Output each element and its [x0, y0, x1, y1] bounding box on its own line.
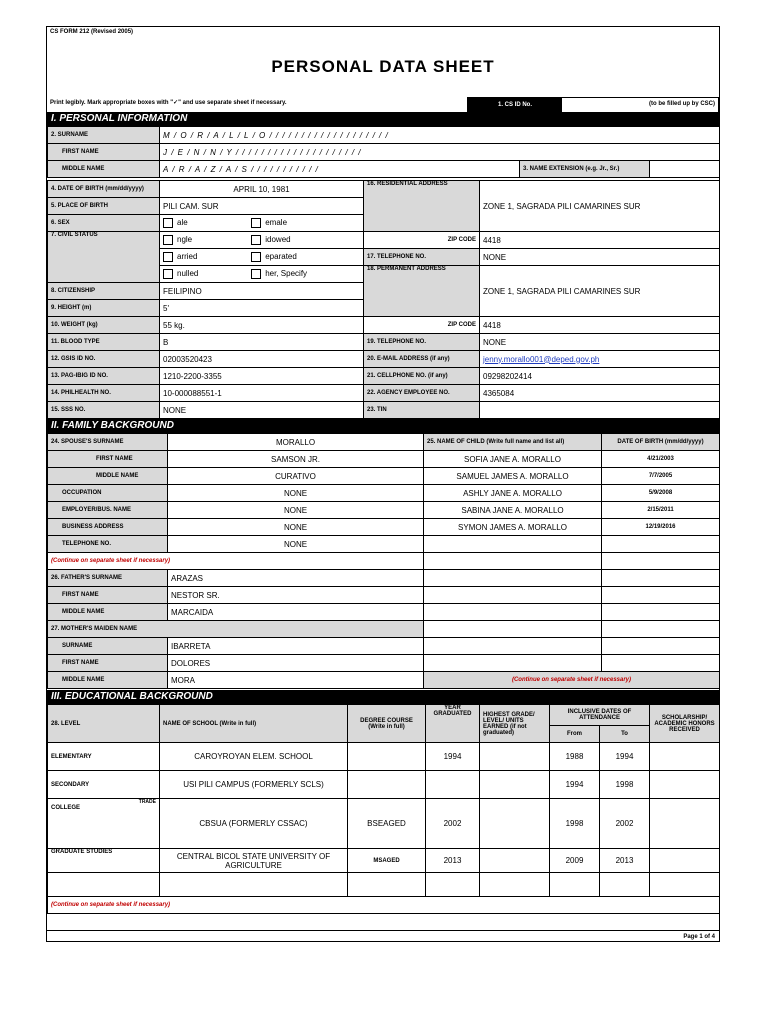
citizenship-label: 8. CITIZENSHIP [48, 283, 160, 300]
firstname-label: FIRST NAME [48, 144, 160, 161]
child-4-dob[interactable]: 2/15/2011 [602, 502, 720, 519]
edu-graduate-honors[interactable] [650, 849, 720, 873]
civil-separated-text: eparated [265, 252, 297, 262]
cs-id-note: (to be filled up by CSC) [649, 101, 715, 107]
father-middle-field[interactable]: MARCAIDA [168, 604, 424, 621]
pds-form [46, 26, 720, 942]
edu-elementary-to[interactable]: 1994 [600, 743, 650, 771]
pagibig-field[interactable]: 1210-2200-3355 [160, 368, 364, 385]
spouse-surname-label: 24. SPOUSE'S SURNAME [48, 434, 168, 451]
cs-id-label: 1. CS ID No. [468, 98, 562, 112]
pagibig-label: 13. PAG-IBIG ID NO. [48, 368, 160, 385]
edu-college-level-cell [48, 799, 160, 849]
edu-secondary-level: SECONDARY [48, 771, 160, 799]
agency-field[interactable]: 4365084 [480, 385, 720, 402]
civil-other-text: her, Specify [265, 269, 308, 279]
civil-single-text: ngle [177, 235, 193, 245]
edu-continue-note: (Continue on separate sheet if necessary) [48, 897, 720, 914]
child-12-dob[interactable] [602, 638, 720, 655]
occupation-field[interactable]: NONE [168, 485, 424, 502]
weight-label: 10. WEIGHT (kg) [48, 317, 160, 334]
civil-annulled-checkbox[interactable] [163, 269, 173, 279]
business-label: BUSINESS ADDRESS [48, 519, 168, 536]
child-9-name[interactable] [424, 587, 602, 604]
civil-row-3 [160, 266, 364, 283]
personal-name-table [47, 126, 720, 178]
civil-widowed-checkbox[interactable] [251, 235, 261, 245]
child-3-dob[interactable]: 5/9/2008 [602, 485, 720, 502]
mother-first-label: FIRST NAME [48, 655, 168, 672]
father-first-field[interactable]: NESTOR SR. [168, 587, 424, 604]
edu-college-honors[interactable] [650, 799, 720, 849]
sss-field[interactable]: NONE [160, 402, 364, 419]
height-label: 9. HEIGHT (m) [48, 300, 160, 317]
child-header: 25. NAME OF CHILD (Write full name and list all) [424, 434, 602, 451]
residential-label: 16. RESIDENTIAL ADDRESS [364, 181, 480, 232]
blood-label: 11. BLOOD TYPE [48, 334, 160, 351]
edu-college-year[interactable]: 2002 [426, 799, 480, 849]
edu-graduate-school[interactable]: CENTRAL BICOL STATE UNIVERSITY OF AGRICULTURE [160, 849, 348, 873]
edu-extra-degree[interactable] [348, 873, 426, 897]
sex-male-text: ale [177, 218, 188, 228]
edu-graduate-degree[interactable]: MSAGED [348, 849, 426, 873]
middlename-label: MIDDLE NAME [48, 161, 160, 178]
edu-secondary-from[interactable]: 1994 [550, 771, 600, 799]
edu-college-from[interactable]: 1998 [550, 799, 600, 849]
height-field[interactable]: 5' [160, 300, 364, 317]
civil-label: 7. CIVIL STATUS [48, 232, 160, 283]
tel2-label: 19. TELEPHONE NO. [364, 334, 480, 351]
employer-label: EMPLOYER/BUS. NAME [48, 502, 168, 519]
family-table [47, 433, 720, 689]
spouse-middle-field[interactable]: CURATIVO [168, 468, 424, 485]
email-field[interactable] [480, 351, 720, 368]
child-6-name[interactable] [424, 536, 602, 553]
cell-label: 21. CELLPHONE NO. (if any) [364, 368, 480, 385]
child-8-dob[interactable] [602, 570, 720, 587]
section-family: II. FAMILY BACKGROUND [47, 419, 719, 433]
edu-from-header: From [550, 726, 600, 743]
child-7-dob[interactable] [602, 553, 720, 570]
edu-secondary-school[interactable]: USI PILI CAMPUS (FORMERLY SCLS) [160, 771, 348, 799]
form-number: CS FORM 212 (Revised 2005) [50, 29, 134, 35]
cs-id-box [467, 97, 719, 113]
edu-extra-from[interactable] [550, 873, 600, 897]
civil-single-checkbox[interactable] [163, 235, 173, 245]
mother-surname-field[interactable]: IBARRETA [168, 638, 424, 655]
firstname-field[interactable]: J / E / N / N / Y / / / / / / / / / / / / / / / / / / / / [160, 144, 720, 161]
page-number: Page 1 of 4 [47, 930, 719, 942]
business-field[interactable]: NONE [168, 519, 424, 536]
child-11-name[interactable] [424, 621, 602, 638]
edu-trade-label: TRADE [138, 799, 156, 805]
edu-graduate-highest[interactable] [480, 849, 550, 873]
surname-label: 2. SURNAME [48, 127, 160, 144]
edu-degree-header: DEGREE COURSE (Write in full) [348, 705, 426, 743]
edu-year-header: YEAR GRADUATED [426, 705, 480, 743]
permanent-label: 18. PERMANENT ADDRESS [364, 266, 480, 317]
spouse-first-label: FIRST NAME [48, 451, 168, 468]
father-first-label: FIRST NAME [48, 587, 168, 604]
child-2-name[interactable]: SAMUEL JAMES A. MORALLO [424, 468, 602, 485]
edu-elementary-school[interactable]: CAROYROYAN ELEM. SCHOOL [160, 743, 348, 771]
child-9-dob[interactable] [602, 587, 720, 604]
personal-details-table [47, 180, 720, 419]
child-7-name[interactable] [424, 553, 602, 570]
page-title: PERSONAL DATA SHEET [271, 57, 495, 76]
edu-extra-honors[interactable] [650, 873, 720, 897]
civil-annulled-text: nulled [177, 269, 199, 279]
res-zip-field[interactable]: 4418 [480, 232, 720, 249]
section-education: III. EDUCATIONAL BACKGROUND [47, 690, 719, 704]
gsis-field[interactable]: 02003520423 [160, 351, 364, 368]
pob-label: 5. PLACE OF BIRTH [48, 198, 160, 215]
edu-elementary-highest[interactable] [480, 743, 550, 771]
child-5-dob[interactable]: 12/19/2016 [602, 519, 720, 536]
middlename-field[interactable]: A / R / A / Z / A / S / / / / / / / / / / / [160, 161, 520, 178]
child-10-dob[interactable] [602, 604, 720, 621]
perm-zip-label: ZIP CODE [364, 317, 480, 334]
education-table [47, 704, 720, 914]
child-dob-header: DATE OF BIRTH (mm/dd/yyyy) [602, 434, 720, 451]
name-ext-field[interactable] [650, 161, 720, 178]
child-4-name[interactable]: SABINA JANE A. MORALLO [424, 502, 602, 519]
residential-field[interactable]: ZONE 1, SAGRADA PILI CAMARINES SUR [480, 181, 720, 232]
edu-elementary-from[interactable]: 1988 [550, 743, 600, 771]
edu-extra-school[interactable] [160, 873, 348, 897]
sex-female-checkbox[interactable] [251, 218, 261, 228]
civil-other-checkbox[interactable] [251, 269, 261, 279]
instruction-text: Print legibly. Mark appropriate boxes with "✓" and use separate sheet if necessary. [50, 100, 287, 106]
name-ext-label: 3. NAME EXTENSION (e.g. Jr., Sr.) [520, 161, 650, 178]
edu-graduate-level: GRADUATE STUDIES [48, 849, 160, 873]
edu-extra-highest[interactable] [480, 873, 550, 897]
child-10-name[interactable] [424, 604, 602, 621]
weight-field[interactable]: 55 kg. [160, 317, 364, 334]
civil-row-1 [160, 232, 364, 249]
tin-field[interactable] [480, 402, 720, 419]
sex-male-checkbox[interactable] [163, 218, 173, 228]
dob-label: 4. DATE OF BIRTH (mm/dd/yyyy) [48, 181, 160, 198]
sex-label: 6. SEX [48, 215, 160, 232]
edu-elementary-level: ELEMENTARY [48, 743, 160, 771]
edu-graduate-from[interactable]: 2009 [550, 849, 600, 873]
child-8-name[interactable] [424, 570, 602, 587]
edu-graduate-year[interactable]: 2013 [426, 849, 480, 873]
child-2-dob[interactable]: 7/7/2005 [602, 468, 720, 485]
edu-college-school[interactable]: CBSUA (FORMERLY CSSAC) [160, 799, 348, 849]
civil-widowed-text: idowed [265, 235, 291, 245]
edu-extra-level[interactable] [48, 873, 160, 897]
child-5-name[interactable]: SYMON JAMES A. MORALLO [424, 519, 602, 536]
tel-field[interactable]: NONE [168, 536, 424, 553]
email-label: 20. E-MAIL ADDRESS (if any) [364, 351, 480, 368]
edu-elementary-year[interactable]: 1994 [426, 743, 480, 771]
edu-secondary-honors[interactable] [650, 771, 720, 799]
civil-separated-checkbox[interactable] [251, 252, 261, 262]
occupation-label: OCCUPATION [48, 485, 168, 502]
surname-field[interactable]: M / O / R / A / L / L / O / / / / / / / / / / / / / / / / / / / [160, 127, 720, 144]
family-continue-note: (Continue on separate sheet if necessary) [48, 553, 424, 570]
email-link[interactable]: jenny.morallo001@deped.gov.ph [483, 354, 600, 364]
edu-college-to[interactable]: 2002 [600, 799, 650, 849]
father-surname-label: 26. FATHER'S SURNAME [48, 570, 168, 587]
edu-college-degree[interactable]: BSEAGED [348, 799, 426, 849]
edu-school-header: NAME OF SCHOOL (Write in full) [160, 705, 348, 743]
sex-female-text: emale [265, 218, 288, 228]
edu-elementary-degree[interactable] [348, 743, 426, 771]
father-middle-label: MIDDLE NAME [48, 604, 168, 621]
citizenship-field[interactable]: FEILIPINO [160, 283, 364, 300]
edu-extra-to[interactable] [600, 873, 650, 897]
employer-field[interactable]: NONE [168, 502, 424, 519]
edu-to-header: To [600, 726, 650, 743]
mother-label: 27. MOTHER'S MAIDEN NAME [48, 621, 424, 638]
civil-married-checkbox[interactable] [163, 252, 173, 262]
father-surname-field[interactable]: ARAZAS [168, 570, 424, 587]
civil-married-text: arried [177, 252, 198, 262]
tel1-label: 17. TELEPHONE NO. [364, 249, 480, 266]
mother-surname-label: SURNAME [48, 638, 168, 655]
edu-dates-header: INCLUSIVE DATES OF ATTENDANCE [550, 705, 650, 726]
edu-secondary-highest[interactable] [480, 771, 550, 799]
edu-level-header: 28. LEVEL [48, 705, 160, 743]
dob-field[interactable]: APRIL 10, 1981 [160, 181, 364, 198]
child-3-name[interactable]: ASHLY JANE A. MORALLO [424, 485, 602, 502]
child-11-dob[interactable] [602, 621, 720, 638]
spouse-first-field[interactable]: SAMSON JR. [168, 451, 424, 468]
mother-middle-label: MIDDLE NAME [48, 672, 168, 689]
edu-highest-header: HIGHEST GRADE/ LEVEL/ UNITS EARNED (if not graduated) [480, 705, 550, 743]
mother-first-field[interactable]: DOLORES [168, 655, 424, 672]
civil-row-2 [160, 249, 364, 266]
tel1-field[interactable]: NONE [480, 249, 720, 266]
edu-elementary-honors[interactable] [650, 743, 720, 771]
mother-middle-field[interactable]: MORA [168, 672, 424, 689]
philhealth-field[interactable]: 10-000088551-1 [160, 385, 364, 402]
edu-honors-header: SCHOLARSHIP/ ACADEMIC HONORS RECEIVED [650, 705, 720, 743]
spouse-middle-label: MIDDLE NAME [48, 468, 168, 485]
perm-zip-field[interactable]: 4418 [480, 317, 720, 334]
tel-label: TELEPHONE NO. [48, 536, 168, 553]
child-13-name[interactable] [424, 655, 602, 672]
child-6-dob[interactable] [602, 536, 720, 553]
cell-field[interactable]: 09298202414 [480, 368, 720, 385]
child-12-name[interactable] [424, 638, 602, 655]
section-personal: I. PERSONAL INFORMATION [47, 112, 719, 126]
philhealth-label: 14. PHILHEALTH NO. [48, 385, 160, 402]
edu-graduate-to[interactable]: 2013 [600, 849, 650, 873]
blood-field[interactable]: B [160, 334, 364, 351]
edu-college-highest[interactable] [480, 799, 550, 849]
tin-label: 23. TIN [364, 402, 480, 419]
agency-label: 22. AGENCY EMPLOYEE NO. [364, 385, 480, 402]
edu-extra-year[interactable] [426, 873, 480, 897]
sss-label: 15. SSS NO. [48, 402, 160, 419]
child-13-dob[interactable] [602, 655, 720, 672]
gsis-label: 12. GSIS ID NO. [48, 351, 160, 368]
tel2-field[interactable]: NONE [480, 334, 720, 351]
edu-secondary-year[interactable] [426, 771, 480, 799]
sex-options [160, 215, 364, 232]
res-zip-label: ZIP CODE [364, 232, 480, 249]
spouse-surname-field[interactable]: MORALLO [168, 434, 424, 451]
pob-field[interactable]: PILI CAM. SUR [160, 198, 364, 215]
child-1-name[interactable]: SOFIA JANE A. MORALLO [424, 451, 602, 468]
edu-college-level: COLLEGE [51, 805, 81, 811]
child-continue-note: (Continue on separate sheet if necessary) [424, 672, 720, 689]
edu-secondary-degree[interactable] [348, 771, 426, 799]
child-1-dob[interactable]: 4/21/2003 [602, 451, 720, 468]
edu-secondary-to[interactable]: 1998 [600, 771, 650, 799]
permanent-field[interactable]: ZONE 1, SAGRADA PILI CAMARINES SUR [480, 266, 720, 317]
